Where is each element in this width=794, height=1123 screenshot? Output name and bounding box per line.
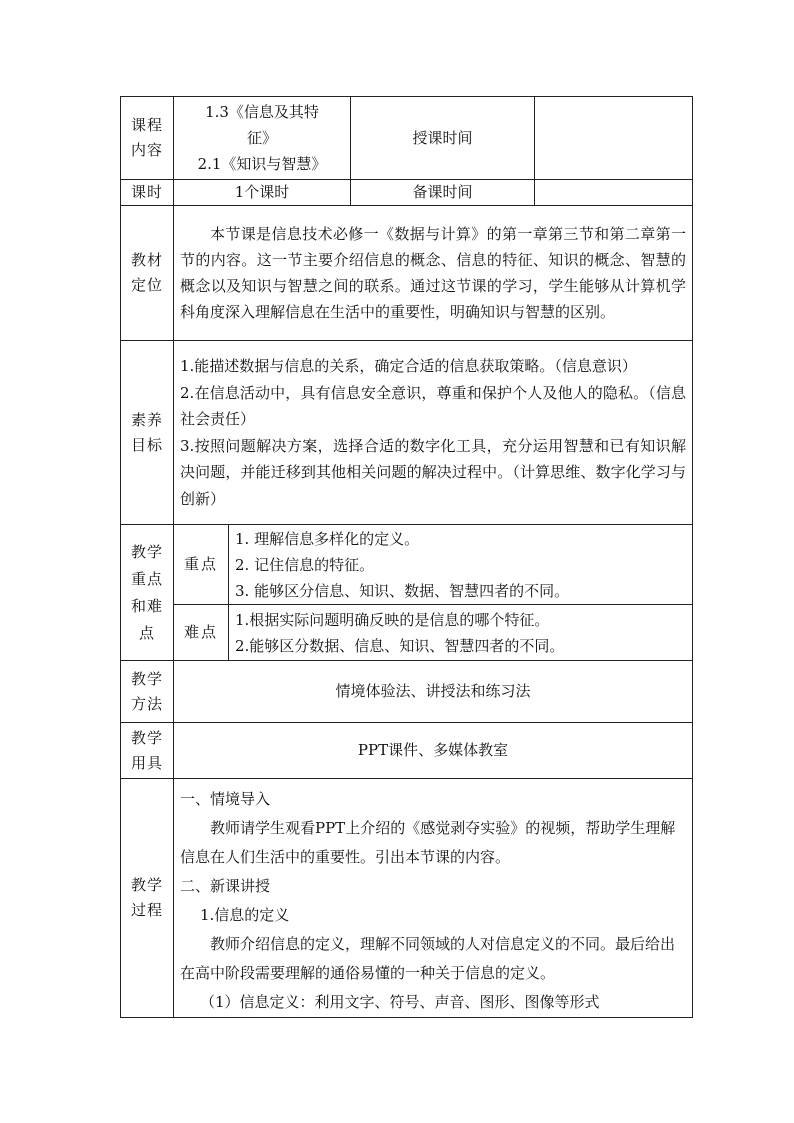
focus-list xyxy=(229,525,693,605)
teaching-tools-value: PPT课件、多媒体教室 xyxy=(174,723,693,779)
focus-item-2: 2. 记住信息的特征。 xyxy=(235,555,375,574)
focus-item-3: 3. 能够区分信息、知识、数据、智慧四者的不同。 xyxy=(235,581,570,600)
prep-time-value xyxy=(535,180,693,206)
process-heading-2: 二、新课讲授 xyxy=(180,877,271,895)
label-class-hours xyxy=(121,180,174,206)
class-hours-value: 1个课时 xyxy=(174,180,351,206)
label-literacy-goals-text: 素养目标 xyxy=(131,410,164,454)
label-literacy-goals xyxy=(121,341,174,525)
row-focus xyxy=(121,525,693,605)
focus-item-1: 1. 理解信息多样化的定义。 xyxy=(235,529,420,548)
row-teaching-process xyxy=(121,779,693,1018)
difficulty-item-1: 1.根据实际问题明确反映的是信息的哪个特征。 xyxy=(235,610,550,629)
process-heading-1: 一、情境导入 xyxy=(180,790,271,808)
goal-item-1: 1.能描述数据与信息的关系，确定合适的信息获取策略。（信息意识） xyxy=(180,357,637,375)
row-teaching-method xyxy=(121,661,693,723)
label-focus: 重点 xyxy=(174,525,229,605)
teach-time-value xyxy=(535,97,693,180)
lesson-plan-table xyxy=(120,96,693,1018)
process-paragraph-1: 教师请学生观看PPT上介绍的《感觉剥夺实验》的视频，帮助学生理解信息在人们生活中的重要性。引出本节课的内容。 xyxy=(180,819,676,866)
label-difficulty: 难点 xyxy=(174,605,229,661)
goal-item-3: 3.按照问题解决方案，选择合适的数字化工具，充分运用智慧和已有知识解决问题，并能迁移到其他相关问题的解决过程中。（计算思维、数字化学习与创新） xyxy=(180,436,687,508)
lesson-plan-page xyxy=(120,96,692,1019)
label-teaching-process-text: 教学过程 xyxy=(131,876,164,919)
teaching-method-value: 情境体验法、讲授法和练习法 xyxy=(174,661,693,723)
row-textbook-positioning xyxy=(121,206,693,341)
label-keypoints xyxy=(121,525,174,661)
label-class-hours-text: 课时 xyxy=(131,183,164,201)
label-teaching-process xyxy=(121,779,174,1018)
label-teaching-tools-text: 教学用具 xyxy=(131,728,164,772)
row-difficulty xyxy=(121,605,693,661)
process-subheading-1: 1.信息的定义 xyxy=(200,906,290,924)
label-prep-time: 备课时间 xyxy=(351,180,535,206)
goal-item-2: 2.在信息活动中，具有信息安全意识，尊重和保护个人及他人的隐私。（信息社会责任） xyxy=(180,383,687,428)
label-teaching-tools xyxy=(121,723,174,779)
process-paragraph-2: 教师介绍信息的定义，理解不同领域的人对信息定义的不同。最后给出在高中阶段需要理解的通俗易懂的一种关于信息的定义。 xyxy=(180,935,676,982)
label-textbook-positioning-text: 教材定位 xyxy=(131,251,164,294)
teaching-process-content xyxy=(174,779,693,1018)
course-content-line-1: 1.3《信息及其特征》 xyxy=(205,103,319,147)
label-course-content-text: 课程内容 xyxy=(131,116,164,159)
difficulty-item-2: 2.能够区分数据、信息、知识、智慧四者的不同。 xyxy=(235,636,565,655)
label-keypoints-text: 教学重点和难点 xyxy=(131,542,164,642)
difficulty-list xyxy=(229,605,693,661)
row-course-content xyxy=(121,97,693,180)
label-teaching-method xyxy=(121,661,174,723)
course-content-value xyxy=(174,97,351,180)
row-literacy-goals xyxy=(121,341,693,525)
label-course-content xyxy=(121,97,174,180)
process-paragraph-3: （1）信息定义：利用文字、符号、声音、图形、图像等形式 xyxy=(200,993,600,1011)
row-teaching-tools xyxy=(121,723,693,779)
label-teach-time: 授课时间 xyxy=(351,97,535,180)
label-textbook-positioning xyxy=(121,206,174,341)
row-class-hours xyxy=(121,180,693,206)
label-teaching-method-text: 教学方法 xyxy=(131,669,164,713)
course-content-line-2: 2.1《知识与智慧》 xyxy=(197,155,327,173)
literacy-goals-list xyxy=(174,341,693,525)
textbook-positioning-text: 本节课是信息技术必修一《数据与计算》的第一章第三节和第二章第一节的内容。这一节主要介绍信息的概念、信息的特征、知识的概念、智慧的概念以及知识与智慧之间的联系。通过这节课的学习，学生能够从计算机学科角度深入理解信息在生活中的重要性，明确知识与智慧的区别。 xyxy=(174,206,693,341)
